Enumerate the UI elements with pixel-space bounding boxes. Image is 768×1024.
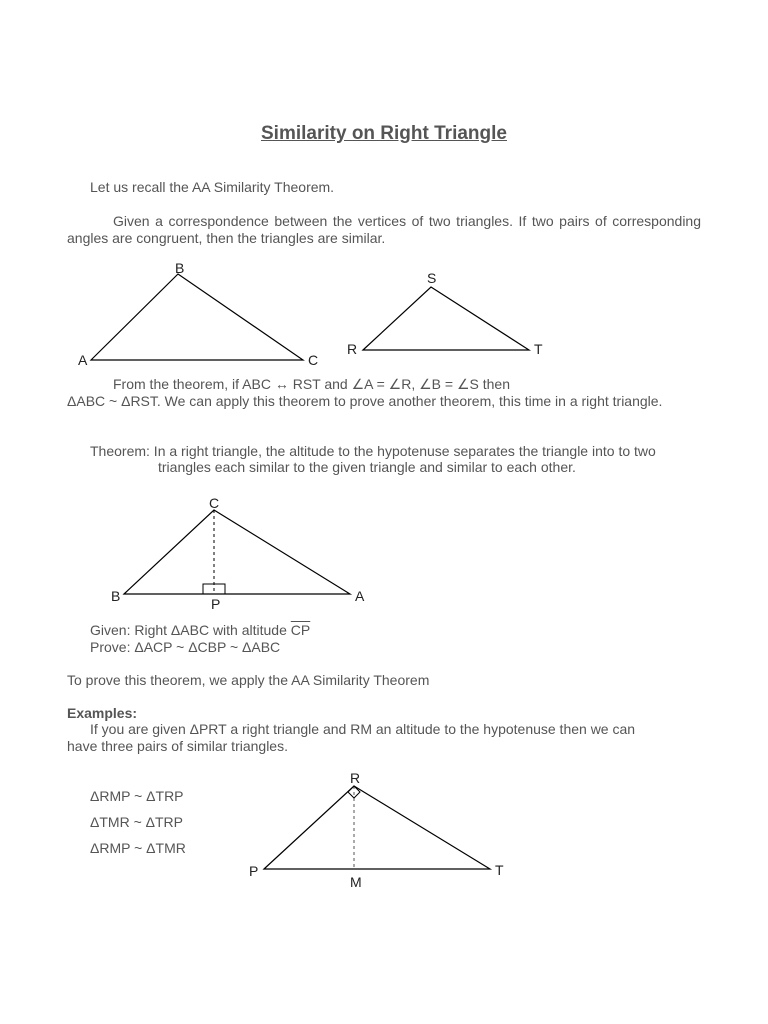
examples-line1: If you are given ΔPRT a right triangle and RM an altitude to the hypotenuse then we can [90, 721, 636, 737]
prove-text: Prove: ΔACP ~ ΔCBP ~ ΔABC [90, 639, 281, 655]
vertex-label-t: T [534, 341, 543, 357]
apply-text: To prove this theorem, we apply the AA Similarity Theorem [67, 672, 430, 688]
examples-heading: Examples: [67, 705, 138, 721]
aa-theorem-text: Given a correspondence between the vertices of two triangles. If two pairs of corresponding angles are congruent, then the triangles are similar. [67, 213, 701, 246]
vertex-label-t3: T [495, 862, 504, 878]
vertex-label-c2: C [209, 495, 220, 511]
intro-text: Let us recall the AA Similarity Theorem. [90, 179, 335, 195]
vertex-label-m3: M [350, 874, 362, 890]
page-title: Similarity on Right Triangle [261, 123, 507, 144]
vertex-label-r: R [347, 341, 358, 357]
similar-pair-2: ΔTMR ~ ΔTRP [90, 814, 183, 830]
similar-pair-1: ΔRMP ~ ΔTRP [90, 788, 184, 804]
vertex-label-a: A [78, 352, 88, 368]
theorem-line2: triangles each similar to the given triangle and similar to each other. [158, 459, 576, 475]
segment-cp: $\overline{CP}$ [290, 622, 311, 638]
vertex-label-c: C [308, 352, 319, 368]
theorem-line1: Theorem: In a right triangle, the altitude to the hypotenuse separates the triangle into to two [90, 443, 656, 459]
similar-pair-3: ΔRMP ~ ΔTMR [90, 840, 186, 856]
vertex-label-p3: P [249, 863, 259, 879]
examples-line2: have three pairs of similar triangles. [67, 738, 288, 754]
vertex-label-b: B [175, 260, 185, 276]
vertex-label-r3: R [350, 770, 361, 786]
given-prefix: Given: Right ΔABC with altitude [90, 622, 291, 638]
vertex-label-a2: A [355, 588, 365, 604]
from-theorem-line2: ΔABC ~ ΔRST. We can apply this theorem to prove another theorem, this time in a right triangle. [67, 393, 663, 409]
vertex-label-b2: B [111, 588, 121, 604]
from-theorem-line1: From the theorem, if ABC ↔ RST and ∠A = ∠R, ∠B = ∠S then [113, 376, 510, 392]
vertex-label-s: S [427, 270, 437, 286]
vertex-label-p2: P [211, 596, 221, 612]
triangle-prt [264, 786, 490, 869]
